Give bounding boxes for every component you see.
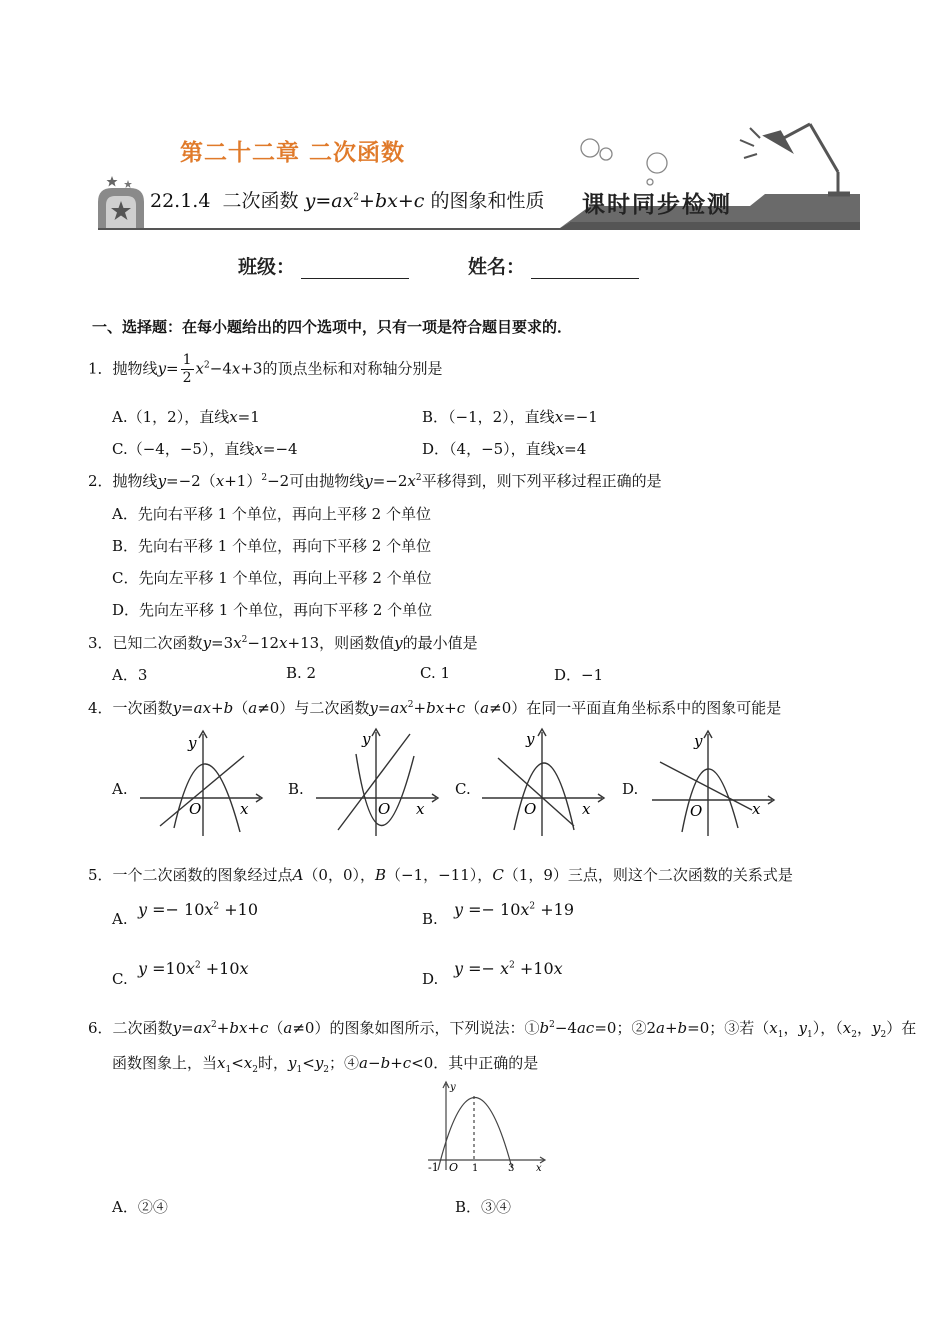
q4-graph-d[interactable] [648, 728, 778, 838]
q4c-x-label: x [582, 800, 591, 818]
q6-text-e: 在 [901, 1019, 917, 1037]
q1-frac-den: 2 [182, 370, 192, 386]
q6-fig-x: x [536, 1163, 542, 1172]
q4a-y-label: y [188, 734, 197, 752]
q4-option-b-label[interactable]: B. [288, 780, 304, 798]
q4c-y-label: y [526, 730, 535, 748]
bubbles-decoration [581, 139, 667, 185]
q4-text-a: 一次函数 [112, 699, 173, 717]
q2-text-b: 可由抛物线 [289, 472, 365, 490]
q6-text-d: ；③若 [709, 1019, 755, 1037]
q1-frac-num: 1 [182, 352, 192, 368]
question-1: 1．抛物线y= $\frac{1}{2}$ $x^2-4x+3$的顶点坐标和对称轴分别是 [88, 352, 443, 386]
q5-option-b-formula: $y =- 10x^2 +19$ [454, 900, 575, 919]
q1-text-b: 的顶点坐标和对称轴分别是 [262, 359, 443, 378]
q1-number: 1． [88, 359, 113, 378]
q6-line2-a: 函数图象上，当 [112, 1054, 218, 1072]
q4b-origin: O [378, 800, 391, 818]
q4d-origin: O [690, 802, 703, 820]
q6-line2-b: 时， [258, 1054, 289, 1072]
name-label: 姓名： [468, 256, 526, 278]
lesson-prefix: 二次函数 [222, 190, 299, 212]
q2-option-b[interactable]: B．先向右平移 1 个单位，再向下平移 2 个单位 [112, 537, 432, 555]
q5-option-a-label[interactable]: A. [112, 910, 128, 928]
q4-option-c-label[interactable]: C. [455, 780, 471, 798]
q4-option-d-label[interactable]: D. [622, 780, 639, 798]
q6-fig-y: y [450, 1082, 456, 1093]
q5-option-c-label[interactable]: C. [112, 970, 128, 988]
q6-text-b: 的图象如图所示，下列说法：① [329, 1019, 540, 1037]
badge-label: 课时同步检测 [582, 191, 732, 218]
lesson-title: 22.1.4 二次函数 $y=ax^2+bx+c$ 的图象和性质 [150, 190, 545, 212]
class-field [238, 252, 409, 279]
q1-fraction [181, 352, 194, 387]
name-input-line[interactable] [531, 258, 639, 279]
question-6: 6．二次函数$y=ax^2+bx+c(a\ne 0)$的图象如图所示，下列说法：$①b^2-4ac=0$；②2a+b=0；③若（$x_1$，$y_1$），（$x_2$，$y_2$）在 [88, 1019, 917, 1040]
question-3: 3．已知二次函数$y=3x^2-12x+13$，则函数值y的最小值是 [88, 634, 478, 652]
q6-parabola-figure [424, 1078, 550, 1172]
q4-text-b: 与二次函数 [294, 699, 370, 717]
q4-graph-c[interactable] [478, 726, 608, 838]
q4b-y-label: y [362, 730, 371, 748]
q1-option-a[interactable]: A.（1，2），直线x=1 [112, 408, 260, 426]
q1-text-a: 抛物线 [112, 359, 158, 378]
q5-text-a: 一个二次函数的图象经过点 [112, 866, 293, 884]
q2-text-c: 平移得到，则下列平移过程正确的是 [421, 472, 662, 490]
q6-fig-minus1: -1 [428, 1161, 439, 1172]
q6-number: 6． [88, 1019, 113, 1037]
q5-option-b-label[interactable]: B. [422, 910, 438, 928]
question-2: 2．抛物线$y=-2(x+1)^2-2$可由抛物线$y=-2x^2$平移得到，则下列平移过程正确的是 [88, 472, 662, 490]
desk-lamp-icon [740, 124, 850, 194]
q4c-origin: O [524, 800, 537, 818]
q6-line2-d: ．其中正确的是 [433, 1054, 539, 1072]
q6-text-c: ；② [616, 1019, 647, 1037]
q3-text-c: 的最小值是 [402, 634, 478, 652]
q1-option-d[interactable]: D．（4，−5），直线x=4 [422, 440, 587, 458]
lesson-suffix: 的图象和性质 [430, 190, 545, 212]
q4d-x-label: x [752, 800, 761, 818]
q3-text-b: ，则函数值 [319, 634, 395, 652]
q4b-x-label: x [416, 800, 425, 818]
q6-fig-three: 3 [508, 1163, 515, 1172]
question-4: 4．一次函数y=ax+b（a≠0）与二次函数$y=ax^2+bx+c(a\ne 0)$在同一平面直角坐标系中的图象可能是 [88, 699, 782, 717]
q5-option-c-formula: $y =10x^2 +10x$ [138, 959, 249, 978]
q3-option-c[interactable]: C. 1 [420, 664, 451, 682]
q2-option-a[interactable]: A．先向右平移 1 个单位，再向上平移 2 个单位 [112, 505, 431, 523]
q3-option-b[interactable]: B. 2 [286, 664, 317, 682]
q5-option-d-label[interactable]: D. [422, 970, 439, 988]
q1-option-b[interactable]: B．（−1，2），直线x=−1 [422, 408, 598, 426]
q3-option-d[interactable]: D．−1 [554, 666, 604, 684]
q4a-x-label: x [240, 800, 249, 818]
q3-text-a: 已知二次函数 [112, 634, 203, 652]
q6-fig-one: 1 [472, 1163, 479, 1172]
q6-line2-c: ；④ [329, 1054, 360, 1072]
q5-option-d-formula: $y =- x^2 +10x$ [454, 959, 563, 978]
q5-option-a-formula: $y =- 10x^2 +10$ [138, 900, 259, 919]
q2-option-d[interactable]: D．先向左平移 1 个单位，再向下平移 2 个单位 [112, 601, 433, 619]
q5-text-b: 三点，则这个二次函数的关系式是 [567, 866, 793, 884]
section-title: 一、选择题：在每小题给出的四个选项中，只有一项是符合题目要求的． [92, 318, 573, 336]
q4-option-a-label[interactable]: A. [112, 780, 128, 798]
q6-fig-origin: O [449, 1161, 459, 1172]
q6-option-a[interactable]: A．②④ [112, 1198, 168, 1216]
q3-number: 3． [88, 634, 113, 652]
q3-option-a[interactable]: A．3 [112, 666, 148, 684]
header-banner [90, 110, 870, 250]
class-input-line[interactable] [301, 258, 409, 279]
q4-graph-b[interactable] [312, 726, 442, 838]
q4-graph-a[interactable] [136, 728, 266, 838]
q2-text-a: 抛物线 [112, 472, 158, 490]
q4-text-c: 在同一平面直角坐标系中的图象可能是 [526, 699, 782, 717]
question-5: 5．一个二次函数的图象经过点A（0，0），B（−1，−11），C（1，9）三点，则这个二次函数的关系式是 [88, 866, 793, 884]
question-6-line2: 函数图象上，当$x_1<x_2$时，$y_1<y_2$；④a−b+c<0．其中正确的是 [112, 1054, 539, 1075]
chapter-title: 第二十二章 二次函数 [180, 139, 406, 166]
q5-number: 5． [88, 866, 113, 884]
q2-number: 2． [88, 472, 113, 490]
star-building-icon [98, 176, 144, 228]
q4a-origin: O [189, 800, 202, 818]
q6-option-b[interactable]: B．③④ [455, 1198, 512, 1216]
q4d-y-label: y [694, 732, 703, 750]
q4-number: 4． [88, 699, 113, 717]
q1-option-c[interactable]: C.（−4，−5），直线x=−4 [112, 440, 298, 458]
name-field [468, 252, 639, 279]
q6-text-a: 二次函数 [112, 1019, 173, 1037]
q2-option-c[interactable]: C．先向左平移 1 个单位，再向上平移 2 个单位 [112, 569, 432, 587]
class-label: 班级： [238, 256, 296, 278]
lesson-number: 22.1.4 [150, 190, 211, 212]
